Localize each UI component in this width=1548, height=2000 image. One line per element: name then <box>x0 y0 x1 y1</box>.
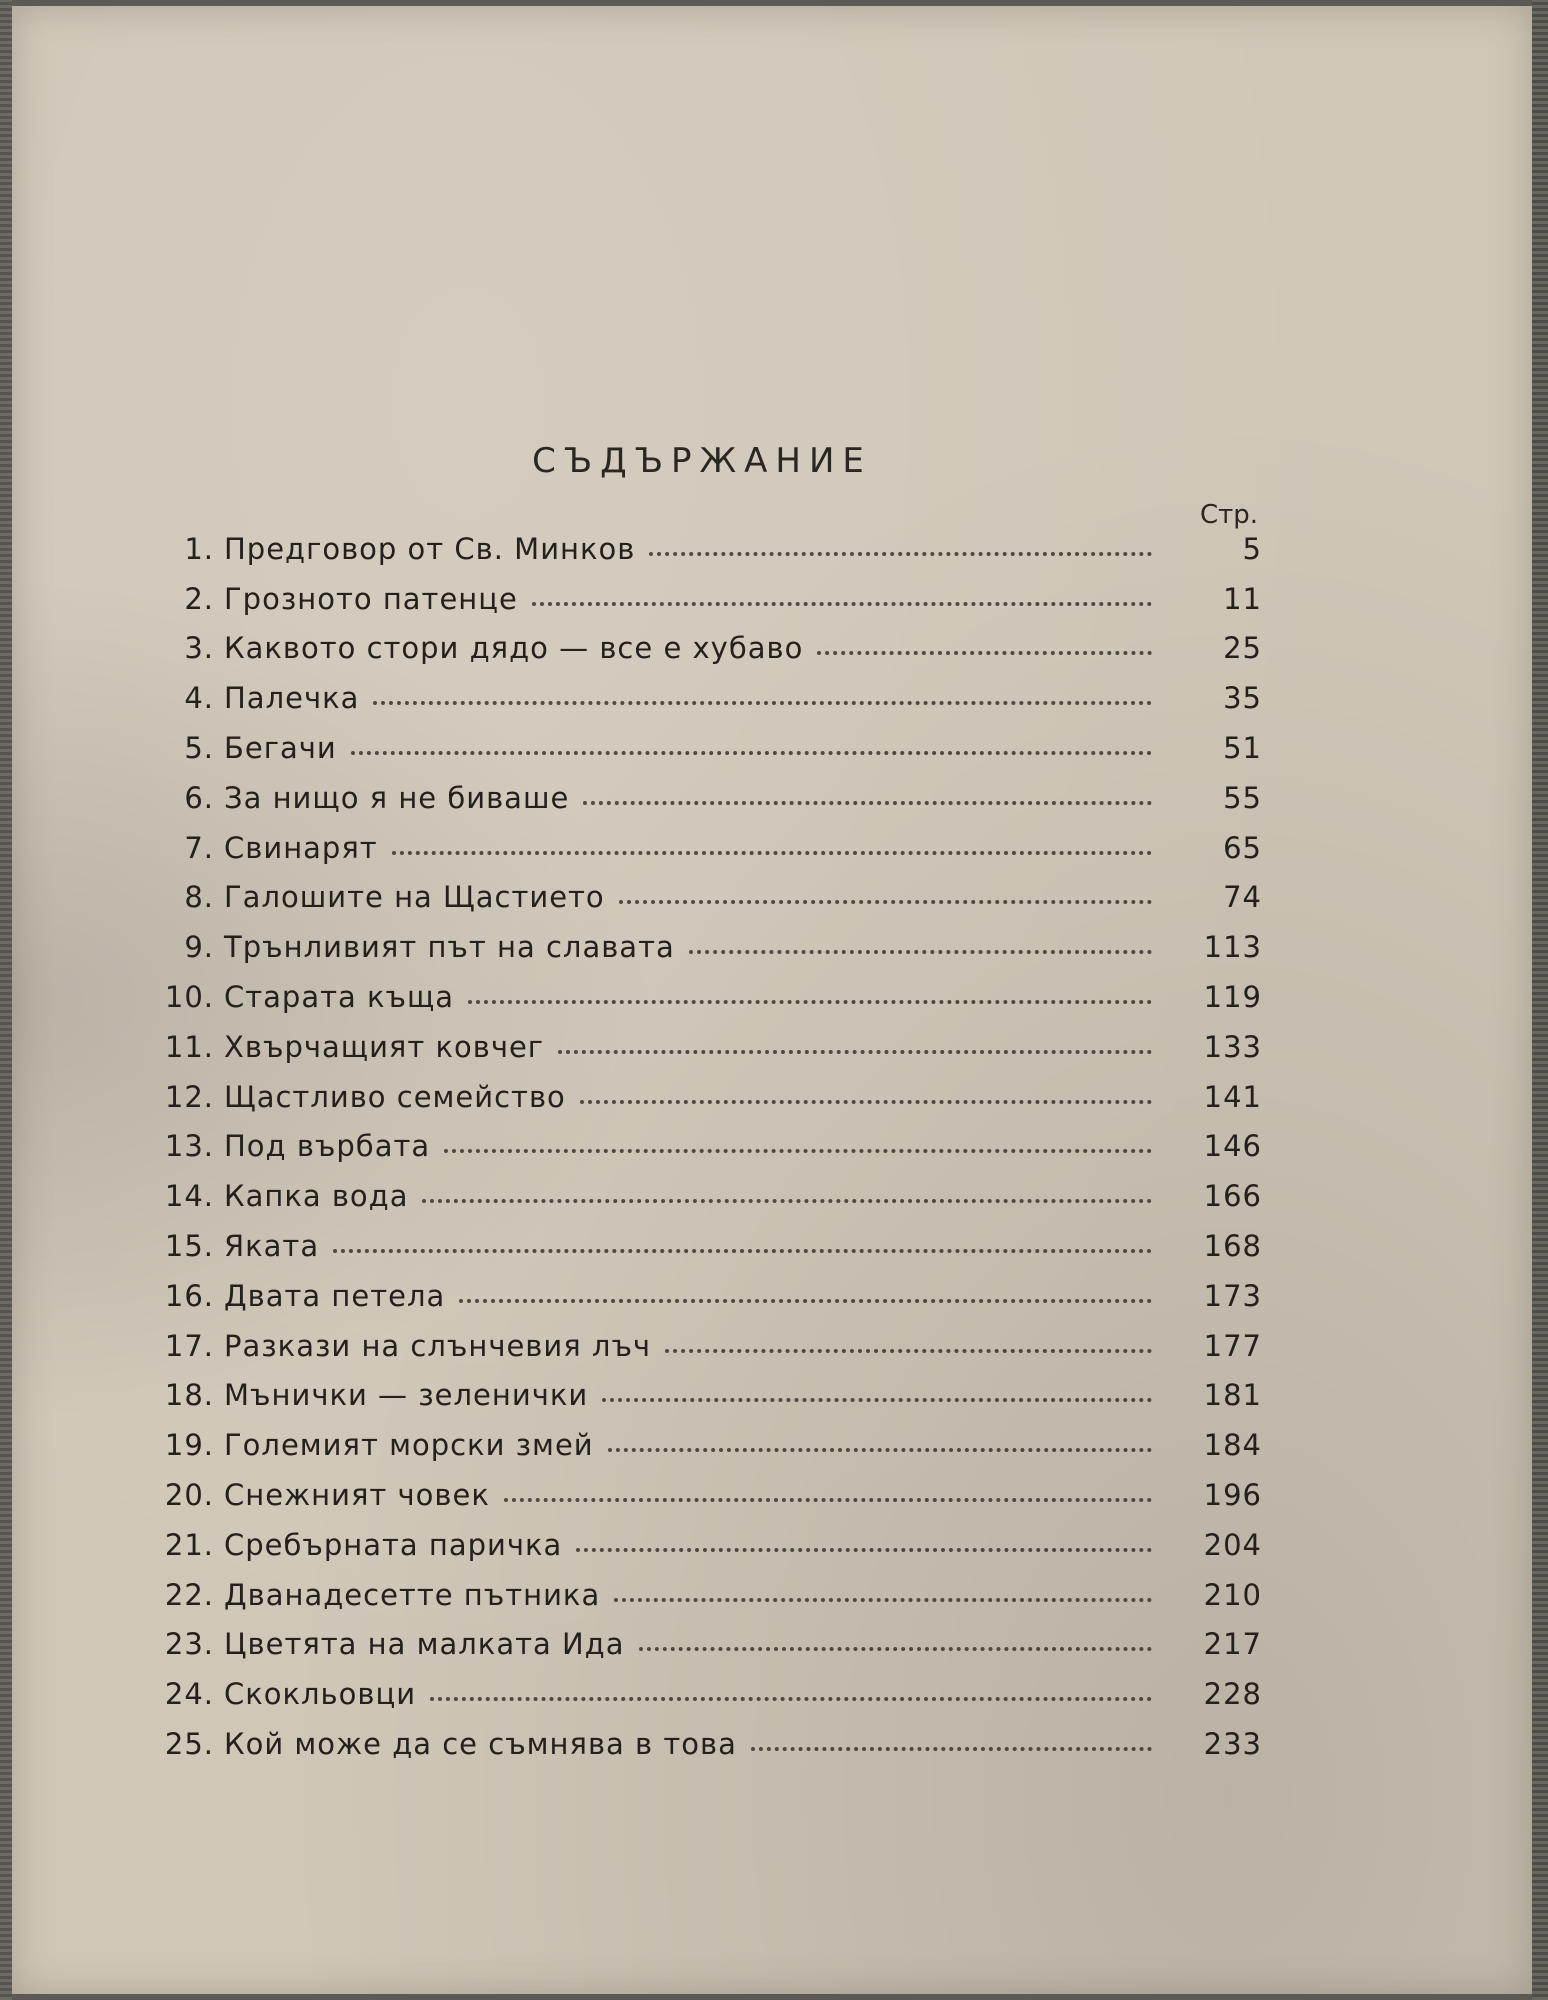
entry-page: 184 <box>1203 1428 1262 1463</box>
toc-entry <box>152 1612 1262 1662</box>
entry-number: 16. <box>164 1278 214 1313</box>
entry-page: 35 <box>1223 681 1262 716</box>
entry-page: 196 <box>1203 1477 1262 1512</box>
toc-entry <box>152 765 1262 815</box>
entry-page: 5 <box>1242 531 1262 566</box>
entry-title: Трънливият път на славата <box>224 930 675 965</box>
entry-page: 133 <box>1203 1029 1262 1064</box>
entry-page: 228 <box>1203 1677 1262 1712</box>
entry-number: 24. <box>164 1677 214 1712</box>
entry-number: 5. <box>184 730 214 765</box>
entry-page: 51 <box>1223 730 1262 765</box>
entry-number: 11. <box>164 1029 214 1064</box>
toc-entry <box>152 1412 1262 1462</box>
entry-number: 13. <box>164 1129 214 1164</box>
entry-number: 22. <box>164 1577 214 1612</box>
entry-title: Щастливо семейство <box>224 1079 566 1114</box>
dot-leader <box>422 1199 1152 1203</box>
entry-title: Хвърчащият ковчег <box>224 1029 545 1064</box>
entry-page: 168 <box>1203 1228 1262 1263</box>
entry-title: Капка вода <box>224 1179 409 1214</box>
entry-number: 14. <box>164 1179 214 1214</box>
entry-number: 12. <box>164 1079 214 1114</box>
entry-number: 23. <box>164 1627 214 1662</box>
entry-number: 18. <box>164 1378 214 1413</box>
entry-page: 146 <box>1203 1129 1262 1164</box>
entry-number: 21. <box>164 1527 214 1562</box>
entry-number: 7. <box>184 830 214 865</box>
entry-number: 15. <box>164 1228 214 1263</box>
dot-leader <box>583 801 1152 805</box>
entry-page: 173 <box>1203 1278 1262 1313</box>
dot-leader <box>817 651 1152 655</box>
dot-leader <box>751 1747 1152 1751</box>
dot-leader <box>468 1000 1152 1004</box>
table-of-contents <box>152 516 1262 1761</box>
entry-title: Снежният човек <box>224 1477 490 1512</box>
toc-entry <box>152 1114 1262 1164</box>
toc-entry <box>152 616 1262 666</box>
toc-entry <box>152 1711 1262 1761</box>
dot-leader <box>614 1598 1152 1602</box>
toc-entry <box>152 1064 1262 1114</box>
entry-page: 210 <box>1203 1577 1262 1612</box>
entry-number: 3. <box>184 631 214 666</box>
toc-entry <box>152 1213 1262 1263</box>
entry-number: 2. <box>184 581 214 616</box>
entry-title: Свинарят <box>224 830 378 865</box>
entry-title: Разкази на слънчевия лъч <box>224 1328 652 1363</box>
dot-leader <box>649 552 1152 556</box>
entry-page: 204 <box>1203 1527 1262 1562</box>
page-title: СЪДЪРЖАНИЕ <box>532 441 872 481</box>
dot-leader <box>532 602 1152 606</box>
entry-page: 25 <box>1223 631 1262 666</box>
entry-title: Предговор от Св. Минков <box>224 531 636 566</box>
dot-leader <box>333 1249 1152 1253</box>
entry-title: Под върбата <box>224 1129 431 1164</box>
entry-title: Галошите на Щастието <box>224 880 605 915</box>
entry-title: Мънички — зеленички <box>224 1378 589 1413</box>
toc-entry <box>152 715 1262 765</box>
entry-page: 141 <box>1203 1079 1262 1114</box>
entry-number: 25. <box>164 1726 214 1761</box>
entry-page: 166 <box>1203 1179 1262 1214</box>
entry-page: 11 <box>1223 581 1262 616</box>
entry-title: Кой може да се съмнява в това <box>224 1726 737 1761</box>
dot-leader <box>689 950 1152 954</box>
dot-leader <box>430 1697 1152 1701</box>
entry-title: Каквото стори дядо — все е хубаво <box>224 631 804 666</box>
entry-title: Бегачи <box>224 730 337 765</box>
dot-leader <box>580 1100 1152 1104</box>
entry-page: 181 <box>1203 1378 1262 1413</box>
entry-page: 113 <box>1203 930 1262 965</box>
entry-number: 9. <box>184 930 214 965</box>
book-page <box>12 6 1532 1994</box>
entry-title: Грозното патенце <box>224 581 518 616</box>
toc-entry <box>152 1263 1262 1313</box>
entry-page: 177 <box>1203 1328 1262 1363</box>
dot-leader <box>608 1448 1152 1452</box>
entry-title: Сребърната паричка <box>224 1527 563 1562</box>
dot-leader <box>576 1548 1152 1552</box>
book-spine-edge <box>0 0 12 2000</box>
dot-leader <box>558 1050 1152 1054</box>
entry-title: Яката <box>224 1228 320 1263</box>
toc-entry <box>152 815 1262 865</box>
entry-page: 217 <box>1203 1627 1262 1662</box>
entry-page: 65 <box>1223 830 1262 865</box>
toc-entry <box>152 566 1262 616</box>
dot-leader <box>392 851 1152 855</box>
toc-entry <box>152 665 1262 715</box>
entry-number: 20. <box>164 1477 214 1512</box>
entry-number: 1. <box>184 531 214 566</box>
entry-page: 74 <box>1223 880 1262 915</box>
entry-title: Двата петела <box>224 1278 446 1313</box>
dot-leader <box>639 1647 1153 1651</box>
entry-number: 8. <box>184 880 214 915</box>
entry-number: 17. <box>164 1328 214 1363</box>
dot-leader <box>373 701 1152 705</box>
toc-entry <box>152 1661 1262 1711</box>
toc-entry <box>152 1562 1262 1612</box>
entry-title: Големият морски змей <box>224 1428 594 1463</box>
toc-entry <box>152 1313 1262 1363</box>
dot-leader <box>504 1498 1152 1502</box>
entry-number: 6. <box>184 780 214 815</box>
entry-number: 10. <box>164 979 214 1014</box>
toc-entry <box>152 964 1262 1014</box>
entry-title: За нищо я не биваше <box>224 780 570 815</box>
book-cover-edge <box>1532 0 1548 2000</box>
entry-title: Палечка <box>224 681 360 716</box>
toc-entry <box>152 914 1262 964</box>
toc-entry <box>152 1462 1262 1512</box>
page-column-label: Стр. <box>1200 500 1259 530</box>
toc-entry <box>152 1512 1262 1562</box>
dot-leader <box>351 751 1152 755</box>
entry-page: 233 <box>1203 1726 1262 1761</box>
toc-entry <box>152 1163 1262 1213</box>
dot-leader <box>444 1149 1152 1153</box>
entry-title: Старата къща <box>224 979 455 1014</box>
entry-title: Скокльовци <box>224 1677 417 1712</box>
dot-leader <box>665 1349 1152 1353</box>
entry-title: Цветята на малката Ида <box>224 1627 625 1662</box>
dot-leader <box>619 900 1152 904</box>
toc-entry <box>152 1014 1262 1064</box>
toc-entry <box>152 516 1262 566</box>
dot-leader <box>459 1299 1152 1303</box>
entry-page: 55 <box>1223 780 1262 815</box>
toc-entry <box>152 1363 1262 1413</box>
entry-number: 4. <box>184 681 214 716</box>
entry-number: 19. <box>164 1428 214 1463</box>
entry-title: Дванадесетте пътника <box>224 1577 601 1612</box>
dot-leader <box>602 1398 1152 1402</box>
toc-entry <box>152 865 1262 915</box>
entry-page: 119 <box>1203 979 1262 1014</box>
